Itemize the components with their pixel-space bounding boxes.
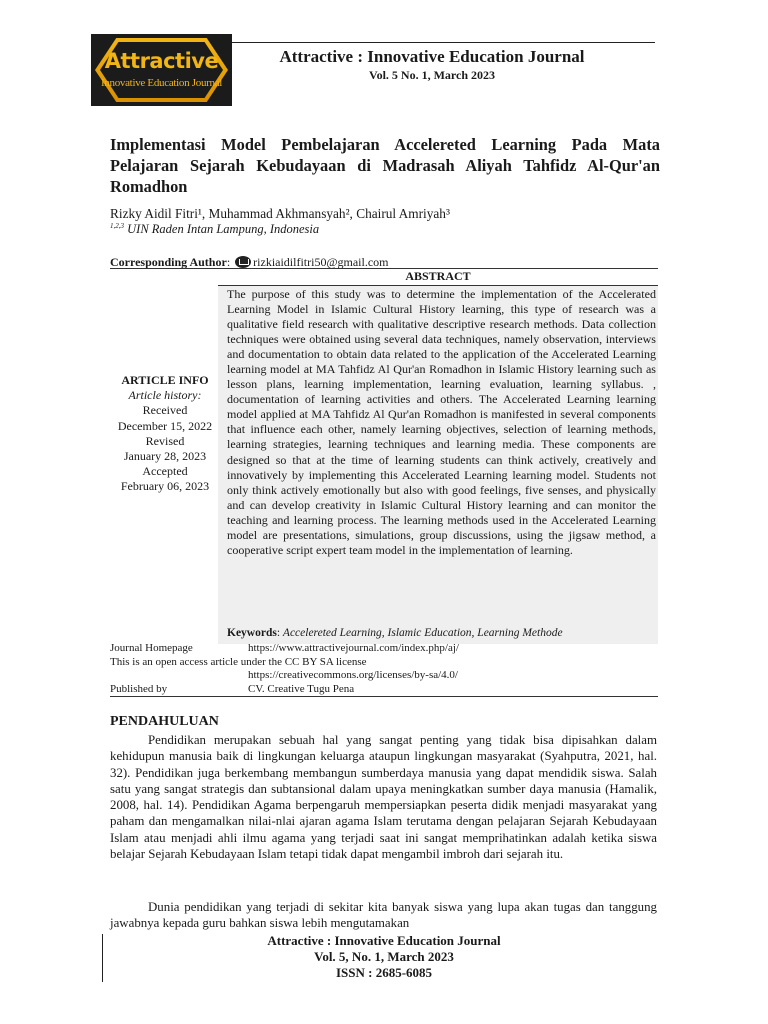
meta-bottom-rule xyxy=(110,696,658,697)
article-info-heading: ARTICLE INFO xyxy=(121,373,209,387)
published-by-label: Published by xyxy=(110,683,168,695)
received-date: December 15, 2022 xyxy=(117,418,213,433)
email-icon xyxy=(235,256,251,268)
header-rule xyxy=(232,42,655,43)
keywords-label: Keywords xyxy=(227,627,277,639)
footer-journal-title: Attractive : Innovative Education Journal xyxy=(267,933,501,948)
affiliation-superscript: 1,2,3 xyxy=(110,222,124,230)
header-journal-title: Attractive : Innovative Education Journal xyxy=(279,47,585,66)
section-heading: PENDAHULUAN xyxy=(110,714,219,729)
footer-vertical-rule xyxy=(102,934,103,982)
accepted-date: February 06, 2023 xyxy=(120,479,210,494)
revised-date: January 28, 2023 xyxy=(123,449,207,464)
keywords-value: Accelereted Learning, Islamic Education, Learning Methode xyxy=(282,627,563,639)
corresponding-email[interactable]: rizkiaidilfitri50@gmail.com xyxy=(253,255,389,269)
abstract-heading: ABSTRACT xyxy=(218,268,658,286)
journal-homepage-link[interactable]: https://www.attractivejournal.com/index.php/aj/ xyxy=(248,642,459,654)
corresponding-author-label: Corresponding Author xyxy=(110,255,227,269)
body-paragraph xyxy=(110,732,657,862)
article-title: Implementasi Model Pembelajaran Accelereted Learning Pada Mata Pelajaran Sejarah Kebudayaan di Madrasah Aliyah Tahfidz Al-Qur'an Romadhon xyxy=(110,135,660,196)
article-history-label: Article history: xyxy=(128,388,202,403)
header-volume: Vol. 5 No. 1, March 2023 xyxy=(369,68,495,82)
affiliation xyxy=(110,222,660,237)
accepted-label: Accepted xyxy=(142,464,188,479)
open-access-notice: This is an open access article under the CC BY SA license xyxy=(110,656,367,668)
footer-volume: Vol. 5, No. 1, March 2023 xyxy=(314,949,454,964)
journal-homepage-label: Journal Homepage xyxy=(110,642,193,654)
paragraph-text: Pendidikan merupakan sebuah hal yang sangat penting yang tidak bisa dipisahkan dalam kehidupun manusia baik di lingkungan keluarga ataupun lingkungan masyarakat (Syahputra, 2021, hal. 32). Pendidikan juga berkembang membangun sumberdaya manusia yang dapat mendidik siswa. Salah satu yang sangat strategis dan subtansional dalam upaya meningkatkan sumber daya manusia (Hamalik, 2008, hal. 14). Pendidikan Agama berpengaruh mempersiapkan peserta didik menjadi masyarakat yang paham dan mengamalkan nilai-nlai ajaran agama Islam terutama dengan pelajaran Sejarah Kebudayaan Islam atau menjadi ahli ilmu agama yang terjadi saat ini sangat memprihatinkan adalah ketika siswa belajar Sejarah Kebudayaan Islam tetapi tidak dapat mengambil imbroh dari sejarah itu. xyxy=(110,733,657,862)
body-paragraph xyxy=(110,899,657,932)
keywords-separator: : xyxy=(276,627,283,639)
keywords xyxy=(227,627,656,639)
revised-label: Revised xyxy=(145,433,185,448)
logo-subtitle: Innovative Education Journal xyxy=(100,77,223,89)
corresponding-author-separator: : xyxy=(226,255,234,269)
abstract-text: The purpose of this study was to determine the implementation of the Accelerated Learning Model in Islamic Cultural History learning, this type of research was a qualitative field research with qualitative descriptive research methods. Data collection techniques were obtained using several data techniques, namely observation, interviews and documentation to obtain data related to the application of the Accelerated Learning learning model at MA Tahfidz Al Qur'an Romadhon in Islamic History learning such as lesson plans, learning implementation, learning evaluation, learning syllabus. , documentation of learning activities and others. The Accelerated Learning learning model applied at MA Tahfidz Al Qur'an Romadhon is manifested in several components that influence each other, namely learning objectives, selection of learning methods, learning strategies, learning techniques and learning media. These components are designed so that at the time of learning students can think actively, creatively and innovatively by implementing this Accelerated Learning learning model. Students not only think actively emotionally but also with good feelings, five senses, and physically and can develop creativity in Islamic Cultural History learning and can monitor the teaching and learning process. The learning methods used in the Accelerated Learning model are presentations, simulations, group discussions, using the jigsaw method, a cooperative script expert team model in the implementation of learning. xyxy=(227,287,656,557)
affiliation-text: UIN Raden Intan Lampung, Indonesia xyxy=(124,222,320,237)
publisher-name: CV. Creative Tugu Pena xyxy=(248,683,355,695)
journal-logo xyxy=(91,34,232,106)
received-label: Received xyxy=(142,403,188,418)
license-link[interactable]: https://creativecommons.org/licenses/by-sa/4.0/ xyxy=(248,669,458,681)
logo-wordmark: Attractive xyxy=(104,49,219,73)
paragraph-text: Dunia pendidikan yang terjadi di sekitar kita banyak siswa yang lupa akan tugas dan tanggung jawabnya kepada guru bahkan siswa lebih mengutamakan xyxy=(110,900,657,931)
article-info xyxy=(112,373,218,495)
footer-issn: ISSN : 2685-6085 xyxy=(335,965,433,980)
author-list: Rizky Aidil Fitri¹, Muhammad Akhmansyah², Chairul Amriyah³ xyxy=(110,206,450,221)
